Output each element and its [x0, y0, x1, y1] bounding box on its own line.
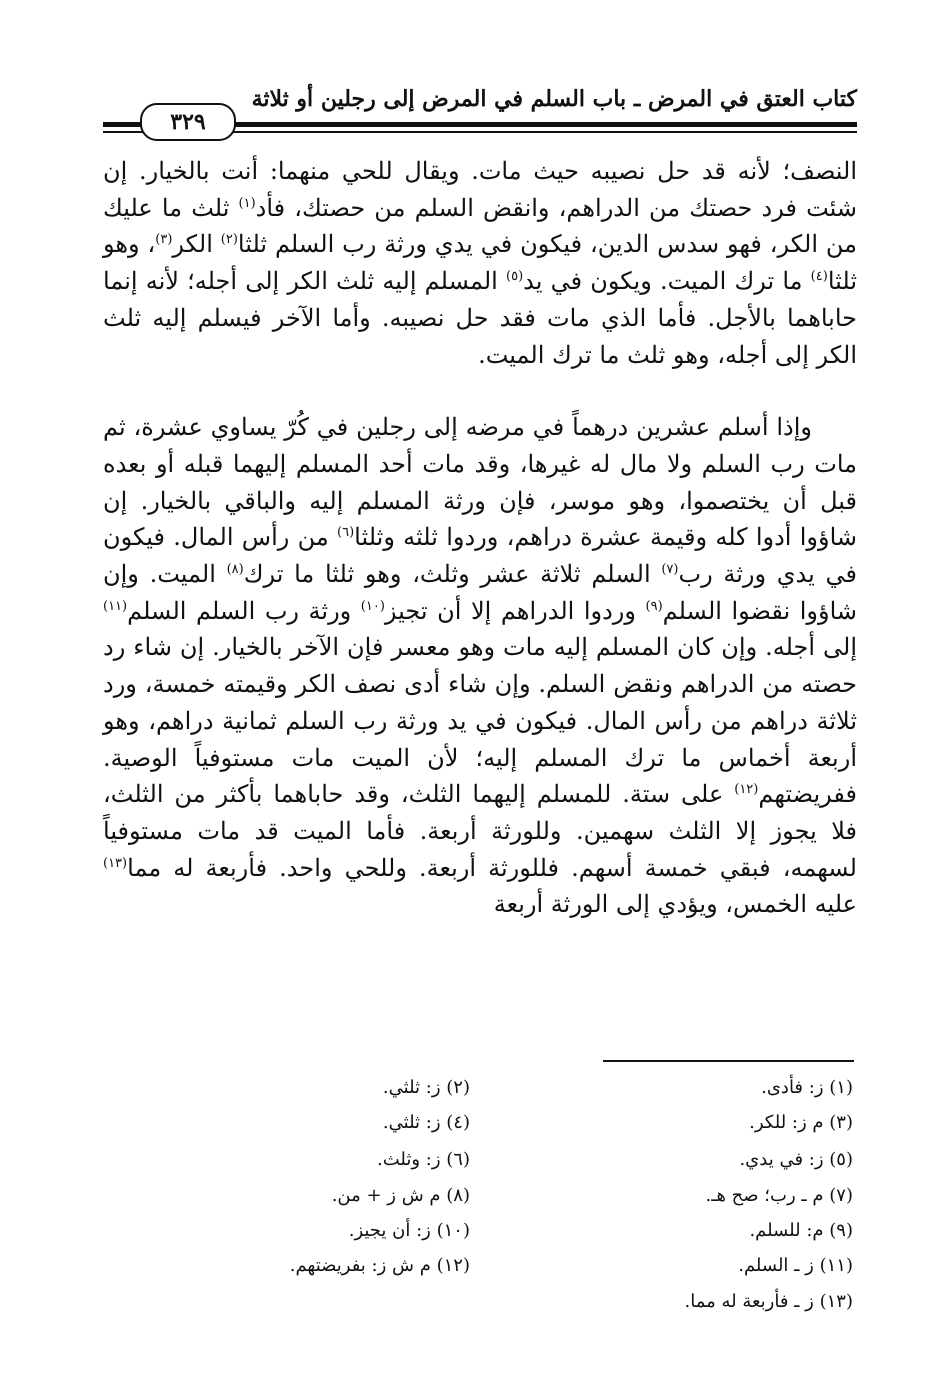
footnote-text: ز: فأدى.	[761, 1077, 824, 1098]
footnote-number: (١١)	[819, 1255, 853, 1276]
main-text	[103, 153, 857, 923]
text-run: السلم ثلاثة عشر وثلث، وهو ثلثا ما ترك	[243, 560, 662, 589]
footnote-4	[383, 1111, 470, 1135]
footnote-number: (٧)	[829, 1185, 853, 1206]
footnote-text: ز: في يدي.	[739, 1149, 824, 1170]
text-run: المسلم إليه ثلث الكر إلى أجله؛ لأنه إنما حاباهما بالأجل. فأما الذي مات فقد حل نصيبه. وأما الآخر فيسلم إليه ثلث الكر إلى أجله، وهو ثلث ما ترك الميت.	[103, 267, 857, 369]
footnote-text: م ش ز + من.	[331, 1185, 441, 1206]
footnote-ref: (١٢)	[734, 782, 759, 798]
text-run: ، وهو ثلثا	[103, 230, 857, 296]
footnote-number: (٨)	[446, 1185, 470, 1206]
footnote-number: (١)	[829, 1077, 853, 1098]
text-run: على ستة. للمسلم إليهما الثلث، وقد حاباهما بأكثر من الثلث، فلا يجوز إلا الثلث سهمين. وللورثة أربعة. فأما الميت قد مات مستوفياً لسهمه، فبقي خمسة أسهم. فللورثة أربعة. وللحي واحد. فأربعة له مما	[103, 780, 857, 882]
footnote-ref: (١١)	[103, 598, 128, 614]
footnote-text: م ز: للكر.	[749, 1112, 824, 1133]
footnote-7	[705, 1184, 853, 1208]
footnote-text: ز: وثلث.	[376, 1149, 441, 1170]
footnote-ref: (٢)	[220, 232, 238, 248]
text-run: ورثة رب السلم السلم	[127, 596, 361, 625]
footnote-ref: (٦)	[337, 525, 355, 541]
running-header: كتاب العتق في المرض ـ باب السلم في المرض إلى رجلين أو ثلاثة	[251, 86, 857, 112]
footnote-number: (١٠)	[436, 1220, 470, 1241]
paragraph-2	[103, 409, 857, 923]
footnote-separator	[603, 1060, 854, 1062]
footnote-text: م ش ز: بفريضتهم.	[289, 1255, 431, 1276]
text-run: الميت. وإن شاؤوا نقضوا السلم	[103, 560, 857, 625]
text-run: من رأس المال. فيكون في يدي ورثة رب	[103, 523, 857, 589]
footnote-text: ز: ثلثي.	[382, 1112, 441, 1133]
footnote-ref: (٥)	[506, 269, 524, 285]
page-number: ٣٢٩	[140, 103, 236, 141]
text-run: ما ترك الميت. ويكون في يد	[523, 267, 811, 296]
footnote-11	[738, 1254, 853, 1278]
footnote-number: (١٣)	[819, 1291, 853, 1312]
footnote-number: (٣)	[829, 1112, 853, 1133]
footnote-5	[739, 1148, 853, 1172]
text-run: وإذا أسلم عشرين درهماً في مرضه إلى رجلين في كُرّ يساوي عشرة، ثم مات رب السلم ولا مال له غيرها، وقد مات أحد المسلم إليهما قبله أو بعده قبل أن يختصموا، وهو موسر، فإن ورثة المسلم إليه والباقي بالخيار. إن شاؤوا أدوا كله وقيمة عشرة دراهم، وردوا ثلثه وثلثا	[103, 413, 858, 552]
footnote-text: م: للسلم.	[749, 1220, 824, 1241]
footnote-3	[749, 1111, 853, 1135]
footnote-13	[684, 1290, 853, 1314]
footnote-10	[349, 1219, 470, 1243]
footnote-text: م ـ رب؛ صح هـ.	[705, 1185, 824, 1206]
footnote-ref: (٧)	[661, 562, 679, 578]
footnote-12	[290, 1254, 470, 1278]
footnote-ref: (٨)	[226, 562, 244, 578]
paragraph-1	[103, 153, 857, 373]
footnote-number: (٢)	[446, 1077, 470, 1098]
text-run: عليه الخمس، ويؤدي إلى الورثة أربعة	[493, 890, 857, 919]
footnote-number: (٥)	[829, 1149, 853, 1170]
footnote-2	[383, 1076, 470, 1100]
footnote-number: (١٢)	[436, 1255, 470, 1276]
footnote-ref: (٩)	[645, 598, 663, 614]
text-run: ثلث ما عليك من الكر، فهو سدس الدين، فيكون في يدي ورثة رب السلم ثلثا	[103, 193, 857, 259]
footnote-6	[377, 1148, 470, 1172]
footnote-text: ز ـ السلم.	[738, 1255, 814, 1276]
footnote-8	[332, 1184, 470, 1208]
footnote-ref: (٣)	[155, 232, 173, 248]
footnote-text: ز: أن يجيز.	[348, 1220, 431, 1241]
text-run: الكر	[172, 230, 221, 259]
footnote-number: (٦)	[446, 1149, 470, 1170]
footnote-1	[761, 1076, 853, 1100]
footnote-ref: (١)	[238, 195, 256, 211]
footnote-text: ز: ثلثي.	[382, 1077, 441, 1098]
footnote-ref: (١٣)	[103, 855, 128, 871]
footnote-number: (٤)	[446, 1112, 470, 1133]
text-run: النصف؛ لأنه قد حل نصيبه حيث مات. ويقال للحي منهما: أنت بالخيار. إن شئت فرد حصتك من الدراهم، وانقض السلم من حصتك، فأد	[103, 157, 857, 222]
footnote-9	[749, 1219, 853, 1243]
text-run: إلى أجله. وإن كان المسلم إليه مات وهو معسر فإن الآخر بالخيار. إن شاء رد حصته من الدراهم ونقض السلم. وإن شاء أدى نصف الكر وقيمته خمسة، ورد ثلاثة دراهم من رأس المال. فيكون في يد ورثة رب السلم ثمانية دراهم، وهو أربعة أخماس ما ترك المسلم إليه؛ لأن الميت مات مستوفياً الوصية. ففريضتهم	[103, 633, 858, 809]
text-run: وردوا الدراهم إلا أن تجيز	[384, 596, 646, 625]
footnote-number: (٩)	[829, 1220, 853, 1241]
footnote-ref: (١٠)	[360, 598, 385, 614]
footnote-ref: (٤)	[810, 269, 828, 285]
footnote-text: ز ـ فأربعة له مما.	[684, 1291, 814, 1312]
